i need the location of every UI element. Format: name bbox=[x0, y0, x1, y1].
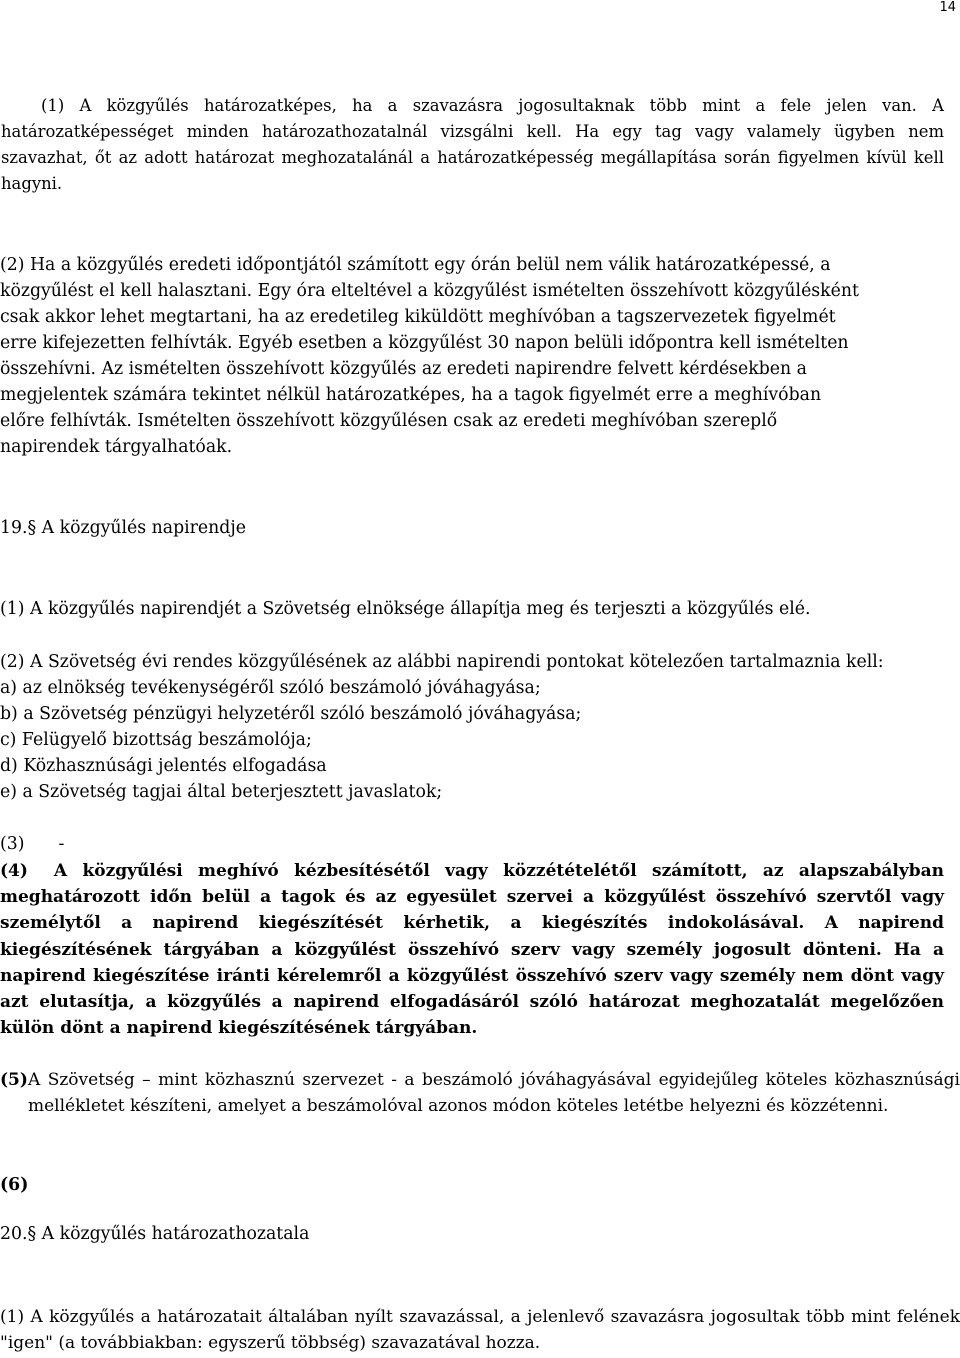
paragraph-label: (3) bbox=[0, 834, 25, 854]
page-number: 14 bbox=[939, 0, 956, 15]
paragraph-line: megjelentek számára tekintet nélkül határozatképes, ha a tagok figyelmét erre a meghívóban bbox=[0, 385, 822, 405]
paragraph-label: (4) bbox=[0, 861, 28, 881]
section-sign: § bbox=[27, 518, 37, 538]
paragraph-label: (2) bbox=[0, 652, 25, 672]
paragraph-label: (2) bbox=[0, 255, 25, 275]
paragraph-postponement bbox=[0, 252, 960, 460]
list-letter: a) bbox=[0, 678, 18, 698]
paragraph-line: napirendek tárgyalhatóak. bbox=[0, 437, 233, 457]
paragraph-line: (2) Ha a közgyűlés eredeti időpontjától számított egy órán belül nem válik határozatképessé, a bbox=[0, 255, 831, 275]
paragraph-agenda-5: (5) A Szövetség – mint közhasznú szervezet - a beszámoló jóváhagyásával egyidejűleg köteles közhasznúsági mellékletet készíteni, amelyet a beszámolóval azonos módon köteles letétbe helyezni és közzétenni. bbox=[0, 1067, 960, 1119]
paragraph-line: előre felhívták. Ismételten összehívott közgyűlésen csak az eredeti meghívóban szereplő bbox=[0, 411, 778, 431]
list-item: a) az elnökség tevékenységéről szóló beszámoló jóváhagyása; bbox=[0, 678, 541, 698]
paragraph-agenda-1: (1) A közgyűlés napirendjét a Szövetség elnöksége állapítja meg és terjeszti a közgyűlés elé. bbox=[0, 599, 811, 619]
paragraph-resolution-1: (1) A közgyűlés a határozatait általában nyílt szavazással, a jelenlevő szavazásra jogosultak több mint felének "igen" (a továbbiakban: egyszerű többség) szavazatával hozza. bbox=[0, 1307, 960, 1354]
list-item: d) Közhasznúsági jelentés elfogadása bbox=[0, 756, 327, 776]
paragraph-line: erre kifejezetten felhívták. Egyéb esetben a közgyűlést 30 napon belüli időpontra kell ismételten bbox=[0, 333, 849, 353]
list-item: b) a Szövetség pénzügyi helyzetéről szóló beszámoló jóváhagyása; bbox=[0, 704, 582, 724]
paragraph-agenda-3: (3) - bbox=[0, 834, 65, 854]
paragraph-quorum: (1) A közgyűlés határozatképes, ha a szavazásra jogosultaknak több mint a fele jelen van. A határozatképességet minden határozathozatalnál vizsgálni kell. Ha egy tag vagy valamely ügyben nem szavazhat, őt az adott határozat meghozatalánál a határozatképesség megállapítása során figyelmen kívül kell hagyni. bbox=[1, 96, 944, 193]
paragraph-agenda-6: (6) bbox=[0, 1175, 29, 1195]
paragraph-agenda-2 bbox=[0, 649, 960, 805]
section-title: A közgyűlés napirendje bbox=[41, 518, 246, 538]
paragraph-label: (5) bbox=[0, 1070, 28, 1090]
section-number: 19. bbox=[0, 518, 28, 538]
list-letter: c) bbox=[0, 730, 17, 750]
paragraph-line: összehívni. Az ismételten összehívott közgyűlés az eredeti napirendre felvett kérdésekben a bbox=[0, 359, 807, 379]
list-letter: e) bbox=[0, 782, 17, 802]
section-title: A közgyűlés határozathozatala bbox=[41, 1224, 310, 1244]
list-item: e) a Szövetség tagjai által beterjesztett javaslatok; bbox=[0, 782, 443, 802]
paragraph-agenda-4: (4) A közgyűlési meghívó kézbesítésétől vagy közzétételétől számított, az alapszabályban meghatározott időn belül a tagok és az egyesület szervei a közgyűlést összehívó szervtől vagy személytől a napirend kiegészítését kérhetik, a kiegészítés indokolásával. A napirend kiegészítésének tárgyában a közgyűlést összehívó szerv vagy személy jogosult dönteni. Ha a napirend kiegészítése iránti kérelemről a közgyűlést összehívó szerv vagy személy nem dönt vagy azt elutasítja, a közgyűlés a napirend elfogadásáról szóló határozat meghozatalát megelőzően külön dönt a napirend kiegészítésének tárgyában. bbox=[0, 861, 944, 1039]
paragraph-line: (2) A Szövetség évi rendes közgyűlésének az alábbi napirendi pontokat kötelezően tartalmaznia kell: bbox=[0, 652, 884, 672]
list-item: c) Felügyelő bizottság beszámolója; bbox=[0, 730, 312, 750]
section-heading-20 bbox=[0, 1224, 309, 1244]
section-heading-19 bbox=[0, 518, 246, 538]
paragraph-line: közgyűlést el kell halasztani. Egy óra elteltével a közgyűlést ismételten összehívott közgyűlésként bbox=[0, 281, 859, 301]
list-letter: b) bbox=[0, 704, 18, 724]
section-number: 20. bbox=[0, 1224, 28, 1244]
list-letter: d) bbox=[0, 756, 18, 776]
paragraph-line: csak akkor lehet megtartani, ha az eredetileg kiküldött meghívóban a tagszervezetek figyelmét bbox=[0, 307, 836, 327]
section-sign: § bbox=[27, 1224, 37, 1244]
